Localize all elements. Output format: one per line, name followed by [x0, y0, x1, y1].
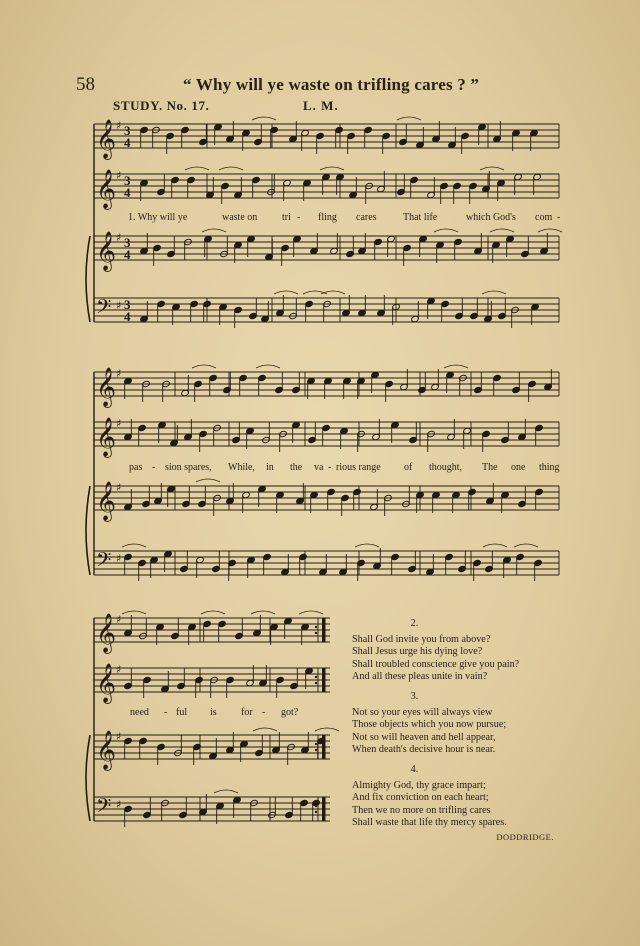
verse-line: Shall troubled conscience give you pain?: [352, 658, 520, 670]
piano-brace: [86, 236, 90, 322]
hymn-title: “ Why will ye waste on trifling cares ? ”: [183, 75, 480, 94]
verse-line: And all these pleas unite in vain?: [352, 670, 488, 682]
slur: [397, 117, 421, 120]
slur: [355, 544, 379, 547]
treble-clef: 𝄞: [96, 367, 117, 407]
repeat-dot: [315, 682, 317, 684]
key-sharp: ♯: [116, 367, 122, 380]
meter-label: L. M.: [303, 98, 339, 113]
lyric-syllable: cares: [356, 212, 377, 223]
lyric-syllable: got?: [281, 707, 299, 718]
lyric-syllable: which God's: [466, 212, 516, 223]
time-signature-bottom: 4: [124, 247, 131, 262]
repeat-dot: [315, 805, 317, 807]
bass-clef: 𝄢: [96, 794, 112, 822]
lyric-syllable: -: [328, 462, 332, 473]
treble-clef: 𝄞: [96, 169, 117, 209]
verse-line: Not so will heaven and hell appear,: [352, 731, 496, 743]
verse-line: Shall waste that life thy mercy spares.: [352, 816, 507, 828]
verse-number: 2.: [410, 618, 419, 629]
key-sharp: ♯: [116, 231, 122, 244]
lyric-syllable: thought,: [429, 462, 463, 473]
verse-number: 4.: [410, 764, 419, 776]
lyric-syllable: -: [262, 707, 266, 718]
key-sharp: ♯: [116, 730, 122, 743]
treble-clef: 𝄞: [96, 613, 117, 653]
lyric-syllable: the: [290, 462, 303, 473]
study-label: STUDY. No. 17.: [113, 98, 210, 113]
lyric-syllable: is: [210, 707, 217, 718]
verse-line: Then we no more on trifling cares: [352, 804, 491, 816]
lyric-syllable: -: [164, 707, 168, 718]
slur: [251, 611, 275, 614]
lyric-syllable: pas: [129, 462, 143, 473]
slur: [483, 544, 507, 547]
repeat-dot: [315, 626, 317, 628]
slur: [196, 479, 220, 482]
verse-line: Those objects which you now pursue;: [352, 719, 507, 731]
treble-clef: 𝄞: [96, 119, 117, 159]
lyric-syllable: -: [557, 212, 561, 223]
author-attribution: DODDRIDGE.: [496, 832, 554, 843]
slur: [321, 291, 345, 294]
slur: [538, 229, 562, 232]
verse-line: Almighty God, thy grace impart;: [352, 780, 486, 792]
lyric-syllable: waste on: [222, 212, 258, 223]
key-sharp: ♯: [116, 613, 122, 626]
lyric-syllable: While,: [228, 462, 255, 473]
final-bar: [322, 618, 326, 642]
slur: [320, 167, 344, 170]
lyric-syllable: -: [297, 212, 301, 223]
slur: [219, 167, 243, 170]
bass-clef: 𝄢: [96, 295, 112, 323]
verse-3: [352, 691, 562, 756]
lyric-syllable: in: [266, 462, 274, 473]
verse-line: When death's decisive hour is near.: [352, 743, 496, 755]
repeat-dot: [315, 632, 317, 634]
repeat-dot: [315, 676, 317, 678]
lyric-syllable: thing: [539, 462, 560, 473]
repeat-dot: [315, 811, 317, 813]
time-signature-top: 3: [124, 297, 131, 312]
lyric-syllable: of: [404, 462, 413, 473]
time-signature-bottom: 4: [124, 135, 131, 150]
key-sharp: ♯: [116, 119, 122, 132]
lyric-syllable: com: [535, 212, 553, 223]
key-sharp: ♯: [116, 481, 122, 494]
treble-clef: 𝄞: [96, 730, 117, 770]
lyric-syllable: rious range: [336, 462, 381, 473]
repeat-dot: [315, 749, 317, 751]
slur: [256, 365, 280, 368]
verse-line: And fix conviction on each heart;: [352, 792, 489, 804]
verse-number: 3.: [410, 691, 419, 703]
slur: [274, 291, 298, 294]
time-signature-top: 3: [124, 123, 131, 138]
slur: [490, 229, 514, 232]
piano-brace: [86, 486, 90, 575]
key-sharp: ♯: [116, 552, 122, 565]
slur: [514, 544, 538, 547]
key-sharp: ♯: [116, 299, 122, 312]
key-sharp: ♯: [116, 663, 122, 676]
slur: [202, 229, 226, 232]
slur: [185, 167, 209, 170]
lyric-syllable: need: [130, 707, 149, 718]
slur: [299, 611, 323, 614]
slur: [434, 229, 458, 232]
time-signature-bottom: 4: [124, 185, 131, 200]
time-signature-top: 3: [124, 235, 131, 250]
slur: [122, 611, 146, 614]
treble-clef: 𝄞: [96, 417, 117, 457]
slur: [214, 790, 238, 793]
slur: [252, 117, 276, 120]
verse-line: Shall God invite you from above?: [352, 634, 491, 646]
time-signature-top: 3: [124, 173, 131, 188]
slur: [315, 728, 339, 731]
page-number: 58: [76, 74, 95, 95]
verse-line: Shall Jesus urge his dying love?: [352, 646, 483, 658]
lyric-syllable: That life: [403, 212, 438, 223]
key-sharp: ♯: [116, 417, 122, 430]
lyric-syllable: ful: [176, 707, 188, 718]
lyric-syllable: one: [511, 462, 526, 473]
lyric-syllable: sion spares,: [165, 462, 212, 473]
lyric-syllable: va: [314, 462, 324, 473]
slur: [482, 291, 506, 294]
lyric-syllable: fling: [318, 212, 337, 223]
final-bar: [322, 668, 326, 692]
slur: [192, 365, 216, 368]
treble-clef: 𝄞: [96, 481, 117, 521]
lyric-syllable: tri: [282, 212, 291, 223]
verse-line: Not so your eyes will always view: [352, 707, 493, 719]
bass-clef: 𝄢: [96, 548, 112, 576]
repeat-dot: [315, 743, 317, 745]
key-sharp: ♯: [116, 798, 122, 811]
lyric-syllable: The: [482, 462, 498, 473]
slur: [253, 728, 277, 731]
final-bar: [322, 735, 326, 759]
lyric-syllable: -: [152, 462, 156, 473]
time-signature-bottom: 4: [124, 309, 131, 324]
verse-4: [352, 764, 562, 843]
lyric-syllable: for: [241, 707, 253, 718]
additional-verses: [352, 618, 562, 851]
treble-clef: 𝄞: [96, 231, 117, 271]
slur: [122, 544, 146, 547]
key-sharp: ♯: [116, 169, 122, 182]
piano-brace: [86, 735, 90, 821]
lyric-syllable: 1. Why will ye: [128, 212, 188, 223]
slur: [480, 167, 504, 170]
slur: [444, 365, 468, 368]
final-bar: [322, 797, 326, 821]
slur: [201, 611, 225, 614]
treble-clef: 𝄞: [96, 663, 117, 703]
verse-2: [352, 618, 562, 683]
